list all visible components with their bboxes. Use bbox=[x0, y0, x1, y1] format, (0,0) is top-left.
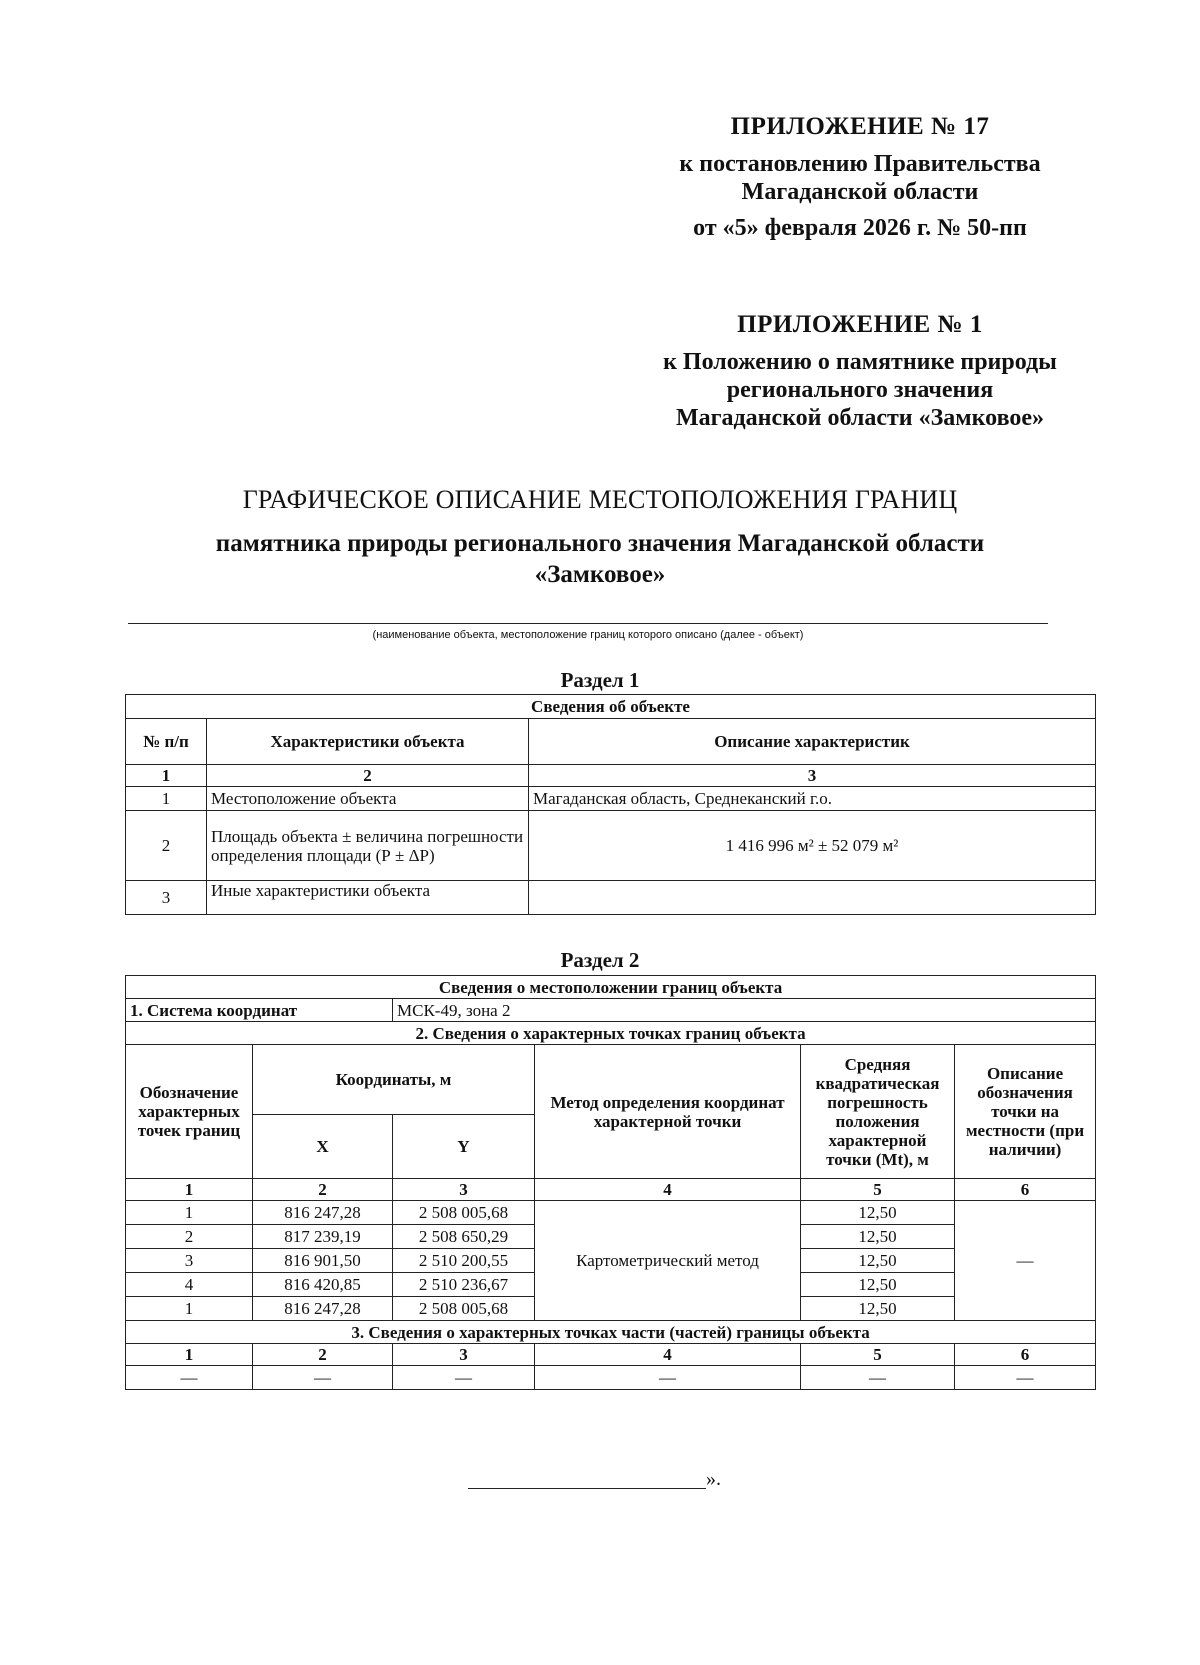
appendix-17-line-3: от «5» февраля 2026 г. № 50-пп bbox=[693, 215, 1027, 241]
row-characteristic: Площадь объекта ± величина погрешности определения площади (Р ± ΔР) bbox=[207, 811, 529, 881]
part-cell: — bbox=[126, 1366, 253, 1390]
row-num: 3 bbox=[126, 881, 207, 915]
column-number: 5 bbox=[801, 1344, 955, 1366]
closing-mark bbox=[468, 1468, 721, 1490]
section-1-title: Раздел 1 bbox=[560, 668, 640, 692]
part-cell: — bbox=[801, 1366, 955, 1390]
header-error: Средняя квадратическая погрешность положения характерной точки (Mt), м bbox=[801, 1045, 955, 1179]
row-num: 1 bbox=[126, 787, 207, 811]
table-row bbox=[126, 881, 1096, 915]
header-y: Y bbox=[393, 1115, 535, 1179]
column-number: 6 bbox=[955, 1344, 1096, 1366]
point-mt: 12,50 bbox=[801, 1201, 955, 1225]
point-x: 816 247,28 bbox=[253, 1297, 393, 1321]
appendix-17-header bbox=[600, 112, 1120, 242]
header-num: № п/п bbox=[126, 719, 207, 765]
object-name-caption: (наименование объекта, местоположение границ которого описано (далее - объект) bbox=[372, 629, 804, 641]
row-characteristic: Иные характеристики объекта bbox=[207, 881, 529, 915]
point-y: 2 510 236,67 bbox=[393, 1273, 535, 1297]
column-number: 4 bbox=[535, 1179, 801, 1201]
header-characteristics: Характеристики объекта bbox=[207, 719, 529, 765]
table-row bbox=[126, 787, 1096, 811]
point-y: 2 508 005,68 bbox=[393, 1201, 535, 1225]
part-cell: — bbox=[535, 1366, 801, 1390]
point-id: 4 bbox=[126, 1273, 253, 1297]
column-number: 4 bbox=[535, 1344, 801, 1366]
object-info-table bbox=[125, 694, 1096, 915]
point-mt: 12,50 bbox=[801, 1225, 955, 1249]
column-number: 3 bbox=[393, 1344, 535, 1366]
header-location: Описание обозначения точки на местности (при наличии) bbox=[955, 1045, 1096, 1179]
column-number: 1 bbox=[126, 765, 207, 787]
point-y: 2 510 200,55 bbox=[393, 1249, 535, 1273]
point-x: 816 247,28 bbox=[253, 1201, 393, 1225]
row-value: Магаданская область, Среднеканский г.о. bbox=[529, 787, 1096, 811]
part-cell: — bbox=[253, 1366, 393, 1390]
table-row bbox=[126, 1366, 1096, 1390]
point-y: 2 508 005,68 bbox=[393, 1297, 535, 1321]
header-designation: Обозначение характерных точек границ bbox=[126, 1045, 253, 1179]
appendix-1-line-3: Магаданской области «Замковое» bbox=[675, 405, 1045, 431]
point-x: 816 420,85 bbox=[253, 1273, 393, 1297]
column-number: 1 bbox=[126, 1179, 253, 1201]
header-method: Метод определения координат характерной точки bbox=[535, 1045, 801, 1179]
closing-underline bbox=[468, 1488, 706, 1489]
appendix-1-line-1: к Положению о памятнике природы bbox=[663, 349, 1057, 375]
point-mt: 12,50 bbox=[801, 1273, 955, 1297]
location-value: — bbox=[955, 1201, 1096, 1321]
row-value bbox=[529, 881, 1096, 915]
object-info-caption: Сведения об объекте bbox=[126, 695, 1096, 719]
object-name-rule bbox=[128, 623, 1048, 624]
method-value: Картометрический метод bbox=[535, 1201, 801, 1321]
points-caption: 2. Сведения о характерных точках границ объекта bbox=[126, 1022, 1096, 1045]
header-coordinates: Координаты, м bbox=[253, 1045, 535, 1115]
column-number: 2 bbox=[207, 765, 529, 787]
column-number: 3 bbox=[393, 1179, 535, 1201]
section-2-title: Раздел 2 bbox=[560, 948, 640, 972]
location-caption: Сведения о местоположении границ объекта bbox=[126, 976, 1096, 999]
document-subtitle bbox=[0, 528, 1200, 590]
point-id: 1 bbox=[126, 1297, 253, 1321]
appendix-17-line-1: к постановлению Правительства bbox=[679, 151, 1041, 177]
point-id: 2 bbox=[126, 1225, 253, 1249]
point-x: 817 239,19 bbox=[253, 1225, 393, 1249]
part-cell: — bbox=[393, 1366, 535, 1390]
document-subtitle-line-2: «Замковое» bbox=[534, 561, 666, 588]
table-row bbox=[126, 811, 1096, 881]
column-number: 1 bbox=[126, 1344, 253, 1366]
row-value: 1 416 996 м² ± 52 079 м² bbox=[529, 811, 1096, 881]
appendix-1-header bbox=[600, 310, 1120, 432]
point-y: 2 508 650,29 bbox=[393, 1225, 535, 1249]
point-x: 816 901,50 bbox=[253, 1249, 393, 1273]
table-row bbox=[126, 1201, 1096, 1225]
point-mt: 12,50 bbox=[801, 1249, 955, 1273]
point-id: 1 bbox=[126, 1201, 253, 1225]
column-number: 2 bbox=[253, 1179, 393, 1201]
column-number: 3 bbox=[529, 765, 1096, 787]
point-id: 3 bbox=[126, 1249, 253, 1273]
header-x: X bbox=[253, 1115, 393, 1179]
point-mt: 12,50 bbox=[801, 1297, 955, 1321]
part-cell: — bbox=[955, 1366, 1096, 1390]
part-points-caption: 3. Сведения о характерных точках части (частей) границы объекта bbox=[126, 1321, 1096, 1344]
closing-quote: ». bbox=[706, 1468, 721, 1490]
appendix-1-line-2: регионального значения bbox=[726, 377, 994, 403]
row-characteristic: Местоположение объекта bbox=[207, 787, 529, 811]
coord-system-label: 1. Система координат bbox=[126, 999, 393, 1022]
coord-system-value: МСК-49, зона 2 bbox=[393, 999, 1096, 1022]
column-number: 5 bbox=[801, 1179, 955, 1201]
document-subtitle-line-1: памятника природы регионального значения Магаданской области bbox=[215, 530, 985, 557]
document-title: ГРАФИЧЕСКОЕ ОПИСАНИЕ МЕСТОПОЛОЖЕНИЯ ГРАНИЦ bbox=[242, 485, 958, 514]
appendix-1-title: ПРИЛОЖЕНИЕ № 1 bbox=[737, 311, 983, 338]
boundary-points-table bbox=[125, 975, 1096, 1390]
row-num: 2 bbox=[126, 811, 207, 881]
column-number: 2 bbox=[253, 1344, 393, 1366]
header-description: Описание характеристик bbox=[529, 719, 1096, 765]
appendix-17-title: ПРИЛОЖЕНИЕ № 17 bbox=[730, 113, 990, 140]
appendix-17-line-2: Магаданской области bbox=[741, 179, 979, 205]
column-number: 6 bbox=[955, 1179, 1096, 1201]
